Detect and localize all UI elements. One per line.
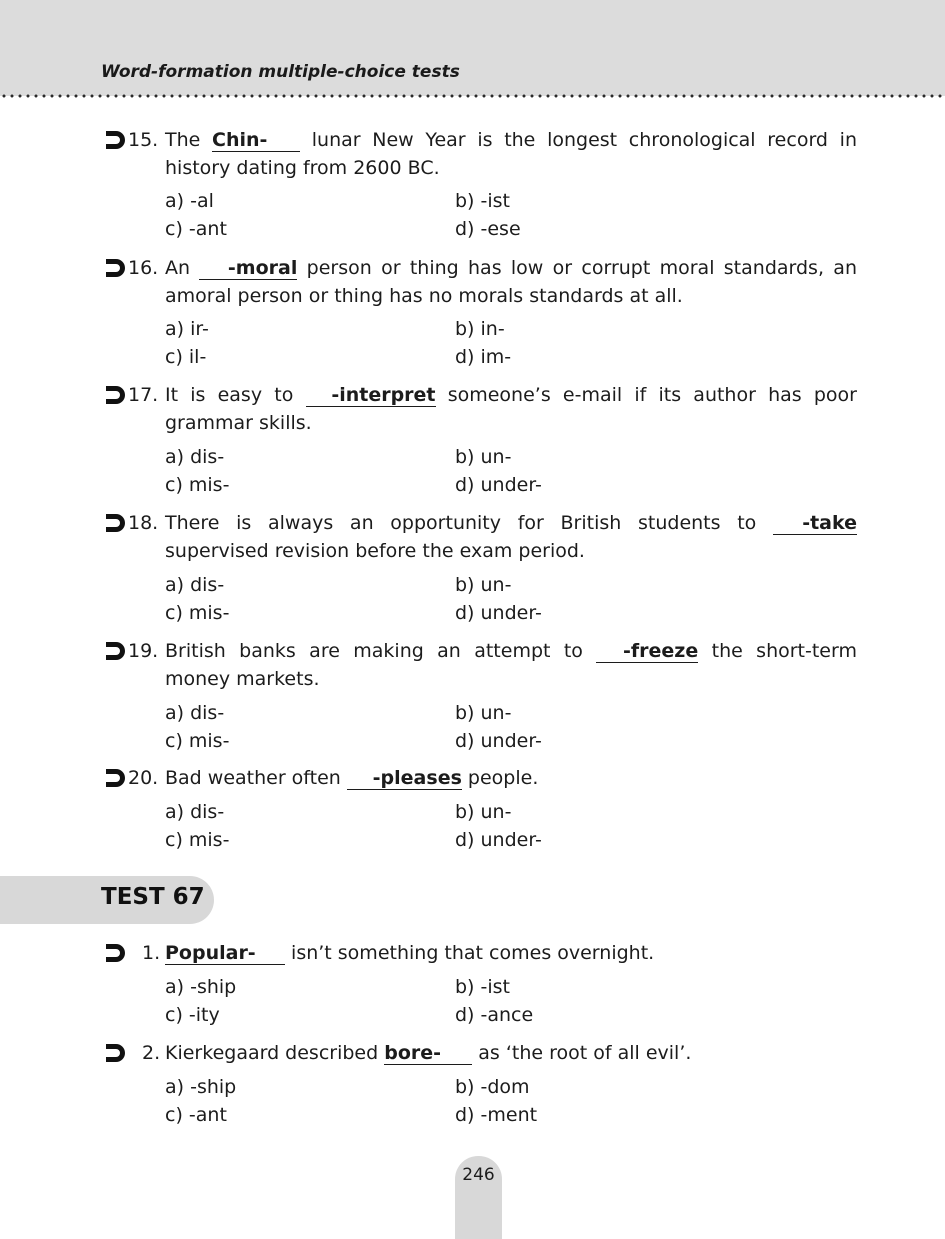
option-c: c) -ant: [165, 1104, 227, 1126]
answer-blank: -pleases: [347, 767, 462, 790]
arrow-icon: [102, 129, 126, 151]
option-a: a) dis-: [165, 446, 225, 468]
option-c: c) -ant: [165, 218, 227, 240]
question-number: 1.: [142, 942, 161, 964]
option-a: a) dis-: [165, 702, 225, 724]
arrow-icon: [102, 942, 126, 964]
question-number: 2.: [142, 1042, 161, 1064]
option-a: a) -ship: [165, 976, 237, 998]
option-a: a) ir-: [165, 318, 209, 340]
option-b: b) in-: [455, 318, 505, 340]
question-text: It is easy to -interpret someone’s e-mail if its author has poor grammar skills.: [165, 384, 857, 434]
option-d: d) im-: [455, 346, 512, 368]
question-number: 19.: [128, 640, 159, 662]
option-c: c) mis-: [165, 474, 230, 496]
question-text: The Chin- lunar New Year is the longest chronological record in history dating from 2600 BC.: [165, 129, 857, 179]
question-text: An -moral person or thing has low or corrupt moral standards, an amoral person or thing has no morals standards at all.: [165, 257, 857, 307]
arrow-icon: [102, 384, 126, 406]
section-title: Word-formation multiple-choice tests: [101, 62, 460, 82]
option-d: d) under-: [455, 602, 542, 624]
option-a: a) dis-: [165, 801, 225, 823]
question-number: 17.: [128, 384, 159, 406]
question-number: 15.: [128, 129, 159, 151]
option-b: b) un-: [455, 702, 512, 724]
question-text: Bad weather often -pleases people.: [165, 767, 539, 789]
question-text: There is always an opportunity for British students to -take supervised revision before the exam period.: [165, 512, 857, 562]
option-d: d) under-: [455, 829, 542, 851]
answer-blank: -moral: [199, 257, 297, 280]
option-b: b) un-: [455, 574, 512, 596]
question-text: Popular- isn’t something that comes overnight.: [165, 942, 655, 964]
question-number: 16.: [128, 257, 159, 279]
answer-blank: -take: [773, 512, 857, 535]
option-c: c) il-: [165, 346, 207, 368]
question-text: British banks are making an attempt to -freeze the short-term money markets.: [165, 640, 857, 690]
option-d: d) -ance: [455, 1004, 534, 1026]
dotted-divider: [0, 94, 945, 98]
option-b: b) -ist: [455, 976, 510, 998]
page-number: 246: [462, 1165, 495, 1185]
test-heading: TEST 67: [101, 884, 205, 910]
option-d: d) -ment: [455, 1104, 538, 1126]
arrow-icon: [102, 512, 126, 534]
option-a: a) dis-: [165, 574, 225, 596]
option-c: c) -ity: [165, 1004, 220, 1026]
option-d: d) under-: [455, 474, 542, 496]
option-b: b) -ist: [455, 190, 510, 212]
option-c: c) mis-: [165, 829, 230, 851]
option-a: a) -ship: [165, 1076, 237, 1098]
option-a: a) -al: [165, 190, 214, 212]
answer-blank: Chin-: [212, 129, 300, 152]
option-c: c) mis-: [165, 602, 230, 624]
arrow-icon: [102, 640, 126, 662]
arrow-icon: [102, 1042, 126, 1064]
option-b: b) -dom: [455, 1076, 530, 1098]
question-text: Kierkegaard described bore- as ‘the root of all evil’.: [165, 1042, 692, 1064]
option-d: d) -ese: [455, 218, 521, 240]
option-b: b) un-: [455, 446, 512, 468]
answer-blank: -interpret: [306, 384, 436, 407]
question-number: 20.: [128, 767, 159, 789]
arrow-icon: [102, 257, 126, 279]
arrow-icon: [102, 767, 126, 789]
answer-blank: -freeze: [596, 640, 698, 663]
answer-blank: Popular-: [165, 942, 285, 965]
answer-blank: bore-: [384, 1042, 472, 1065]
question-number: 18.: [128, 512, 159, 534]
option-b: b) un-: [455, 801, 512, 823]
option-d: d) under-: [455, 730, 542, 752]
option-c: c) mis-: [165, 730, 230, 752]
